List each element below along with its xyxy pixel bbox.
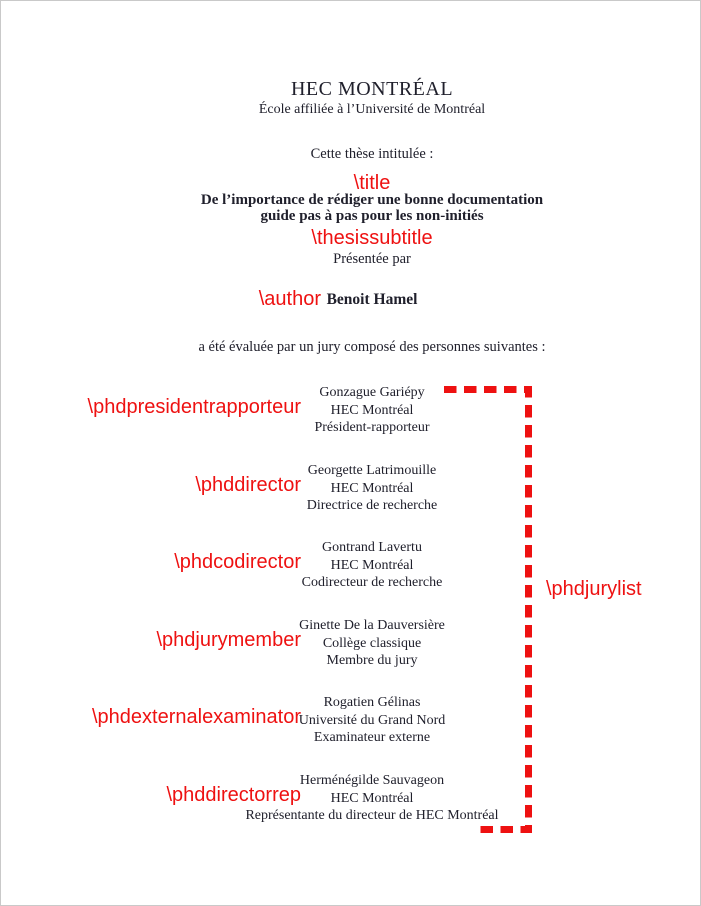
jury-row-president-rapporteur xyxy=(1,384,701,444)
author-command-annotation: \author xyxy=(258,288,321,310)
jury-member-affiliation: Université du Grand Nord xyxy=(298,712,446,728)
jury-intro-line: a été évaluée par un jury composé des personnes suivantes : xyxy=(198,339,546,355)
jury-row-jury-member xyxy=(1,617,701,677)
thesis-intro-line: Cette thèse intitulée : xyxy=(310,146,434,162)
jury-member-role: Codirecteur de recherche xyxy=(301,575,443,590)
director-command-annotation: \phddirector xyxy=(195,474,301,496)
thesis-title-line2: guide pas à pas pour les non-initiés xyxy=(260,208,484,224)
jury-member-command-annotation: \phdjurymember xyxy=(156,629,301,651)
president-rapporteur-command-annotation: \phdpresidentrapporteur xyxy=(87,396,301,418)
jury-member-name: Gonzague Gariépy xyxy=(319,385,425,400)
jury-member-role: Directrice de recherche xyxy=(306,498,438,513)
jury-member-name: Herménégilde Sauvageon xyxy=(299,773,445,788)
jury-row-director xyxy=(1,462,701,522)
jurylist-command-annotation: \phdjurylist xyxy=(546,578,642,600)
jury-member-name: Rogatien Gélinas xyxy=(323,695,421,710)
thesis-title xyxy=(42,192,701,224)
jury-member-details xyxy=(42,772,701,825)
jury-member-role: Représentante du directeur de HEC Montréal xyxy=(245,808,499,823)
jury-member-affiliation: HEC Montréal xyxy=(330,402,414,418)
codirector-command-annotation: \phdcodirector xyxy=(174,551,301,573)
jury-member-affiliation: Collège classique xyxy=(322,635,422,651)
jury-member-name: Gontrand Lavertu xyxy=(322,540,422,555)
jury-member-affiliation: HEC Montréal xyxy=(330,790,414,806)
jurylist-bracket-path xyxy=(444,390,529,830)
jury-member-details xyxy=(42,694,701,747)
institution-title: HEC MONTRÉAL xyxy=(290,78,454,100)
jury-member-details xyxy=(42,384,701,437)
author-name: Benoit Hamel xyxy=(326,291,418,308)
jury-member-details xyxy=(42,617,701,670)
jury-member-name: Ginette De la Dauversière xyxy=(299,618,445,633)
jury-member-role: Président-rapporteur xyxy=(314,420,430,435)
jurylist-bracket xyxy=(1,1,701,906)
jury-row-external-examinator xyxy=(1,694,701,754)
jury-row-director-rep xyxy=(1,772,701,832)
external-examinator-command-annotation: \phdexternalexaminator xyxy=(91,706,301,728)
subtitle-command-annotation: \thesissubtitle xyxy=(311,227,433,249)
jury-member-affiliation: HEC Montréal xyxy=(330,480,414,496)
jury-member-details xyxy=(42,462,701,515)
jury-member-role: Membre du jury xyxy=(326,653,418,668)
jury-member-affiliation: HEC Montréal xyxy=(330,557,414,573)
director-rep-command-annotation: \phddirectorrep xyxy=(166,784,301,806)
jury-member-name: Georgette Latrimouille xyxy=(307,463,437,478)
thesis-title-line1: De l’importance de rédiger une bonne documentation xyxy=(200,192,544,208)
institution-affiliation: École affiliée à l’Université de Montréal xyxy=(258,102,486,117)
title-command-annotation: \title xyxy=(353,172,391,194)
presented-by-line: Présentée par xyxy=(333,251,411,267)
jury-member-role: Examinateur externe xyxy=(313,730,431,745)
